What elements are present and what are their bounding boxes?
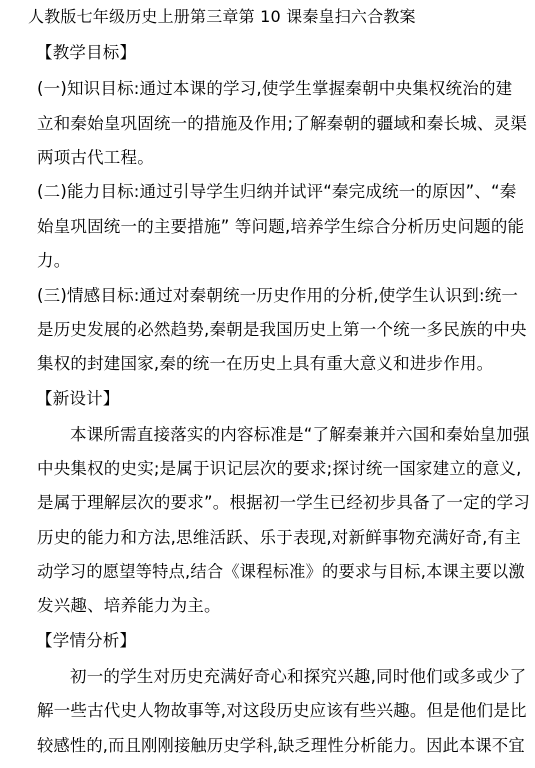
paragraph-line: (三)情感目标:通过对秦朝统一历史作用的分析,使学生认识到:统一 bbox=[37, 286, 519, 305]
paragraph-line: 中央集权的史实;是属于识记层次的要求;探讨统一国家建立的意义, bbox=[37, 459, 522, 478]
paragraph-line: 发兴趣、培养能力为主。 bbox=[37, 596, 221, 615]
paragraph-line: 本课所需直接落实的内容标准是“了解秦兼并六国和秦始皇加强 bbox=[70, 425, 530, 444]
section-heading-analysis: 【学情分析】 bbox=[36, 631, 137, 650]
paragraph-line: 历史的能力和方法,思维活跃、乐于表现,对新鲜事物充满好奇,有主 bbox=[37, 528, 521, 547]
section-heading-design: 【新设计】 bbox=[36, 389, 120, 408]
paragraph-line: 立和秦始皇巩固统一的措施及作用;了解秦朝的疆域和秦长城、灵渠 bbox=[37, 114, 528, 133]
paragraph-line: 是属于理解层次的要求”。根据初一学生已经初步具备了一定的学习 bbox=[37, 493, 531, 512]
paragraph-line: 力。 bbox=[37, 251, 71, 270]
document-title: 人教版七年级历史上册第三章第 10 课秦皇扫六合教案 bbox=[28, 7, 416, 26]
paragraph-line: 初一的学生对历史充满好奇心和探究兴趣,同时他们或多或少了 bbox=[70, 667, 527, 686]
paragraph-line: 是历史发展的必然趋势,秦朝是我国历史上第一个统一多民族的中央 bbox=[37, 320, 527, 339]
paragraph-line: 解一些古代史人物故事等,对这段历史应该有些兴趣。但是他们是比 bbox=[37, 701, 527, 720]
paragraph-line: 始皇巩固统一的主要措施” 等问题,培养学生综合分析历史问题的能 bbox=[37, 217, 525, 236]
paragraph-line: 两项古代工程。 bbox=[37, 148, 154, 167]
paragraph-line: 集权的封建国家,秦的统一在历史上具有重大意义和进步作用。 bbox=[37, 354, 494, 373]
section-heading-objectives: 【教学目标】 bbox=[36, 43, 137, 62]
paragraph-line: (一)知识目标:通过本课的学习,使学生掌握秦朝中央集权统治的建 bbox=[37, 79, 513, 98]
paragraph-line: (二)能力目标:通过引导学生归纳并试评“秦完成统一的原因”、“秦 bbox=[37, 182, 517, 201]
paragraph-line: 动学习的愿望等特点,结合《课程标准》的要求与目标,本课主要以激 bbox=[37, 562, 525, 581]
paragraph-line: 较感性的,而且刚刚接触历史学科,缺乏理性分析能力。因此本课不宜 bbox=[37, 736, 525, 755]
